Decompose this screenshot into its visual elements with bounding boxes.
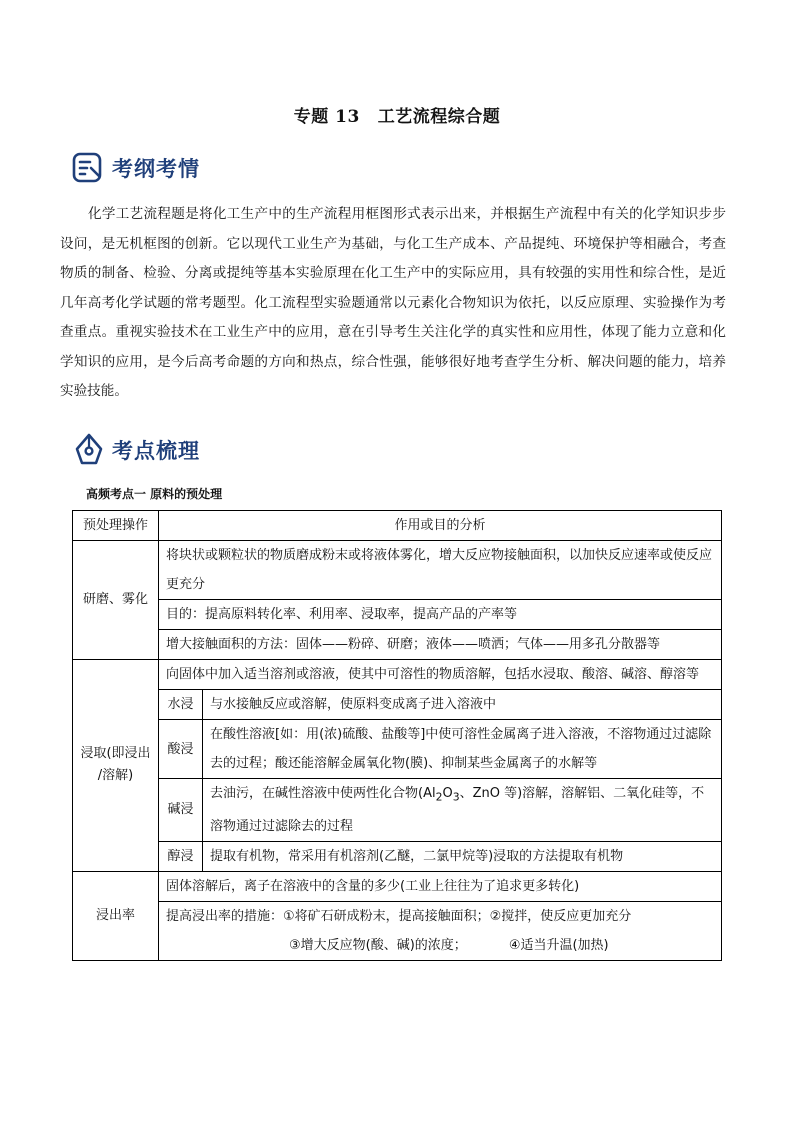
section-heading-exam-outline <box>72 150 200 186</box>
section-heading-key-points <box>72 432 200 468</box>
sub-op-cell: 水浸 <box>159 690 203 720</box>
section-title: 考点梳理 <box>112 439 200 463</box>
table-row <box>73 600 722 630</box>
desc-cell <box>159 901 722 960</box>
table-row <box>73 690 722 720</box>
measure-text: ④适当升温(加热) <box>508 937 609 953</box>
desc-cell: 向固体中加入适当溶剂或溶液，使其中可溶性的物质溶解，包括水浸取、酸溶、碱溶、醇溶等 <box>159 660 722 690</box>
desc-cell: 与水接触反应或溶解，使原料变成离子进入溶液中 <box>203 690 722 720</box>
desc-text: 去油污，在碱性溶液中使两性化合物(Al <box>210 786 436 801</box>
intro-paragraph: 化学工艺流程题是将化工生产中的生产流程用框图形式表示出来，并根据生产流程中有关的化学知识步步设问，是无机框图的创新。它以现代工业生产为基础，与化工生产成本、产品提纯、环境保护等相融合，考查物质的制备、检验、分离或提纯等基本实验原理在化工生产中的实际应用，具有较强的实用性和综合性，是近几年高考化学试题的常考题型。化工流程型实验题通常以元素化合物知识为依托，以反应原理、实验操作为考查重点。重视实验技术在工业生产中的应用，意在引导考生关注化学的真实性和应用性，体现了能力立意和化学知识的应用，是今后高考命题的方向和热点，综合性强，能够很好地考查学生分析、解决问题的能力，培养实验技能。 <box>60 206 726 399</box>
title-text: 工艺流程综合题 <box>377 107 501 127</box>
section-title: 考纲考情 <box>112 157 200 181</box>
op-cell-grinding: 研磨、雾化 <box>73 541 159 660</box>
table-row <box>73 660 722 690</box>
desc-cell <box>203 779 722 842</box>
desc-cell: 在酸性溶液[如：用(浓)硫酸、盐酸等]中使可溶性金属离子进入溶液，不溶物通过过滤除去的过程；酸还能溶解金属氧化物(膜)、抑制某些金属离子的水解等 <box>203 720 722 779</box>
op-label: 浸取(即浸出 <box>80 746 151 762</box>
desc-line <box>166 931 714 960</box>
desc-cell: 提取有机物，常采用有机溶剂(乙醚，二氯甲烷等)浸取的方法提取有机物 <box>203 841 722 871</box>
table-row <box>73 901 722 960</box>
desc-cell: 固体溶解后，离子在溶液中的含量的多少(工业上往往为了追求更多转化) <box>159 871 722 901</box>
title-number: 专题 13 <box>293 107 360 127</box>
table-row <box>73 541 722 600</box>
page-title <box>0 102 794 127</box>
pen-nib-icon <box>72 433 106 467</box>
list-icon <box>72 151 106 185</box>
header-cell: 作用或目的分析 <box>159 511 722 541</box>
table-row <box>73 779 722 842</box>
op-cell-rate: 浸出率 <box>73 871 159 960</box>
table-row <box>73 841 722 871</box>
op-label: /溶解) <box>97 768 134 784</box>
header-cell: 预处理操作 <box>73 511 159 541</box>
sub-op-cell: 酸浸 <box>159 720 203 779</box>
table-row <box>73 630 722 660</box>
desc-text: O <box>442 786 453 801</box>
table-row <box>73 871 722 901</box>
subscript: 3 <box>452 790 460 804</box>
pretreatment-table <box>72 510 722 961</box>
table-header-row <box>73 511 722 541</box>
desc-cell: 将块状或颗粒状的物质磨成粉末或将液体雾化，增大反应物接触面积，以加快反应速率或使反应更充分 <box>159 541 722 600</box>
desc-cell: 增大接触面积的方法：固体——粉碎、研磨；液体——喷洒；气体——用多孔分散器等 <box>159 630 722 660</box>
desc-line: 提高浸出率的措施：①将矿石研成粉末，提高接触面积；②搅拌，使反应更加充分 <box>166 908 632 924</box>
topic-subheading: 高频考点一 原料的预处理 <box>86 487 223 501</box>
measure-text: ③增大反应物(酸、碱)的浓度； <box>289 937 467 953</box>
desc-cell: 目的：提高原料转化率、利用率、浸取率，提高产品的产率等 <box>159 600 722 630</box>
subscript: 2 <box>435 790 443 804</box>
sub-op-cell: 碱浸 <box>159 779 203 842</box>
sub-op-cell: 醇浸 <box>159 841 203 871</box>
table-row <box>73 720 722 779</box>
desc-text: 、ZnO 等)溶解，溶解铝、二氧化硅等，不溶物通过过滤除去的过程 <box>210 786 705 834</box>
op-cell-leaching <box>73 660 159 872</box>
